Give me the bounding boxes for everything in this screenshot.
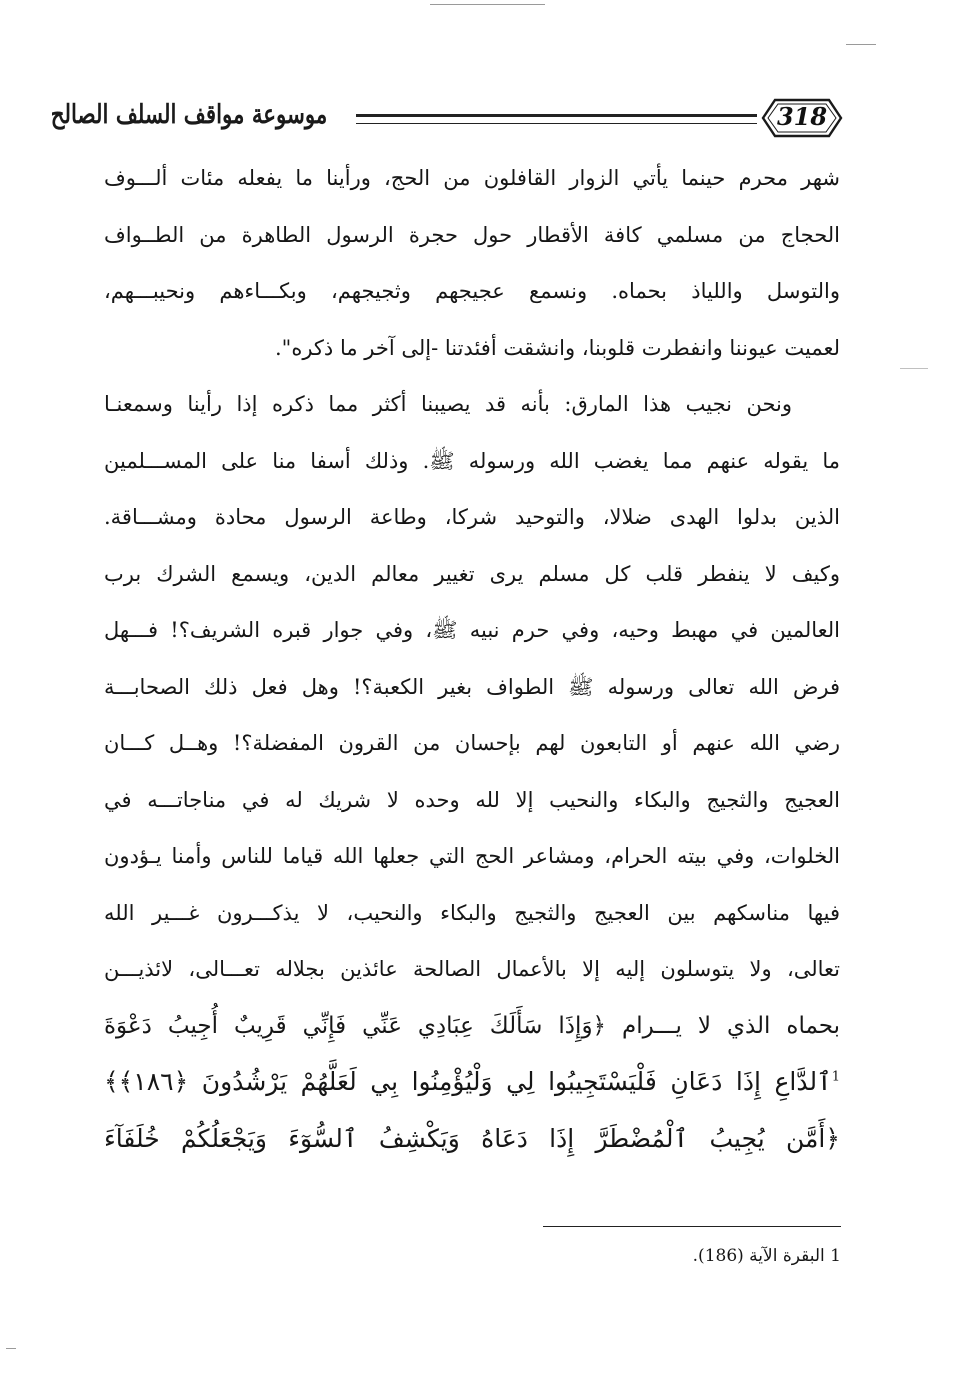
- footnote-text: البقرة الآية (186).: [692, 1246, 825, 1266]
- footnote-number: 1: [830, 1246, 841, 1266]
- body-text: [104, 150, 840, 1167]
- scan-mark-right: [846, 44, 876, 45]
- text-line: العالمين في مهبط وحيه، وفي حرم نبيه ﷺ، وفي جوار قبره الشريف؟! فـــهل: [104, 618, 840, 642]
- scan-mark-margin: [900, 368, 928, 369]
- text-line: شهر محرم حينما يأتي الزوار القافلون من الحج، ورأينا ما يفعله مئات ألـــوف: [104, 166, 840, 190]
- paragraph-start-line: ونحن نجيب هذا المارق: بأنه قد يصيبنا أكثر مما ذكره إذا رأينا وسمعنـا: [104, 392, 792, 416]
- text-line: العجيج والثجيج والبكاء والنحيب إلا لله وحده لا شريك له في مناجاتـــه في: [104, 787, 840, 812]
- text-line: والتوسل واللياذ بحماه. ونسمع عجيجهم وثجيجهم، وبكـــاءهم ونحيبـــهم،: [104, 279, 840, 303]
- text-line: الذين بدلوا الهدى ضلالا، والتوحيد شركا، وطاعة الرسول محادة ومشـــاقة.: [104, 505, 840, 529]
- text-line: تعالى، ولا يتوسلون إليه إلا بالأعمال الصالحة عائذين بجلاله تعـــالى، لائذيـــن: [104, 957, 840, 981]
- book-title: موسوعة مواقف السلف الصالح: [50, 100, 328, 130]
- text-line: لعميت عيوننا وانفطرت قلوبنا، وانشقت أفئدتنا -إلى آخر ما ذكره".: [275, 335, 840, 360]
- verse-text: ٱلدَّاعِ إِذَا دَعَانِ فَلْيَسْتَجِيبُوا لِي وَلْيُؤْمِنُوا بِي لَعَلَّهُمْ يَرْشُدُونَ ﴿١٨٦﴾﴾: [104, 1067, 832, 1096]
- page-header: [50, 96, 843, 144]
- page-number-badge: [761, 96, 843, 140]
- text-line: وكيف لا ينفطر قلب كل مسلم يرى تغيير معالم الدين، ويسمع الشرك برب: [104, 561, 840, 586]
- scan-mark-top: [430, 4, 545, 5]
- text-line: فرض الله تعالى ورسوله ﷺ الطواف بغير الكعبة؟! وهل فعل ذلك الصحابـــة: [104, 674, 840, 699]
- quran-verse-line: [104, 1054, 840, 1111]
- quran-verse-line: بحماه الذي لا يـــرام ﴿وَإِذَا سَأَلَكَ عِبَادِي عَنِّي فَإِنِّي قَرِيبٌ أُجِيبُ دَعْوَةَ: [104, 1012, 840, 1039]
- scan-mark-bottom: [6, 1348, 16, 1349]
- text-line: ما يقوله عنهم مما يغضب الله ورسوله ﷺ. وذلك أسفا منا على المســـلمين: [104, 448, 840, 473]
- text-line: رضي الله عنهم أو التابعون لهم بإحسان من القرون المفضلة؟! وهــل كـــان: [104, 731, 840, 755]
- footnote-marker: 1: [831, 1069, 840, 1085]
- text-line: الخلوات، وفي بيته الحرام، ومشاعر الحج التي جعلها الله قياما للناس وأمنا يـؤدون: [104, 844, 840, 868]
- header-rule: [356, 114, 757, 124]
- footnote: [543, 1240, 841, 1272]
- text-line: الحجاج من مسلمي كافة الأقطار حول حجرة الرسول الطاهرة من الطــواف: [104, 222, 840, 247]
- text-line: فيها مناسكهم بين العجيج والثجيج والبكاء والنحيب، لا يذكـــرون غـــير الله: [104, 900, 840, 925]
- footnote-separator: [543, 1226, 841, 1227]
- quran-verse-line: ﴿أَمَّن يُجِيبُ ٱلْمُضْطَرَّ إِذَا دَعَاهُ وَيَكْشِفُ ٱلسُّوٓءَ وَيَجْعَلُكُمْ خُلَفَآءَ: [104, 1123, 840, 1153]
- page-number: 318: [776, 102, 828, 131]
